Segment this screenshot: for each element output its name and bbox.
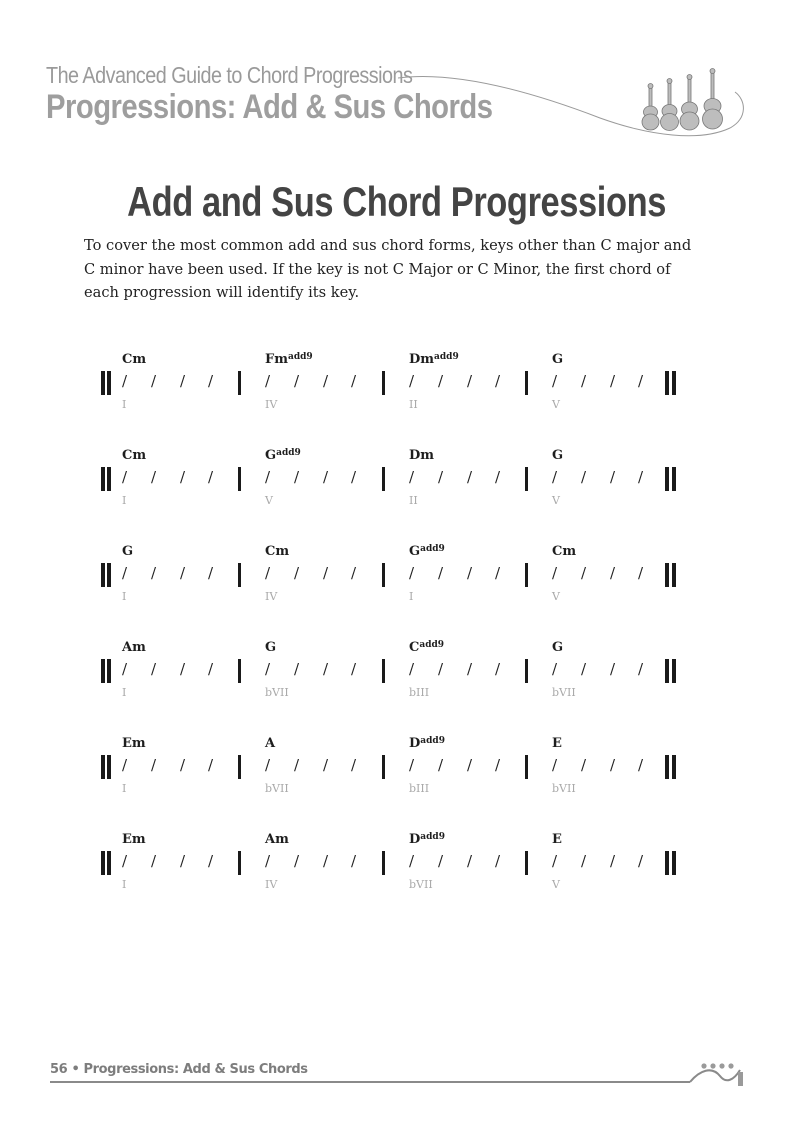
beat-slash: / <box>610 468 616 486</box>
chord-symbol <box>552 832 562 847</box>
chord-root: G <box>265 448 277 463</box>
double-barline <box>101 851 105 875</box>
beat-slash: / <box>409 372 415 390</box>
beat-slash: / <box>351 852 357 870</box>
beat-slash: / <box>208 564 214 582</box>
chord-root: E <box>552 736 562 751</box>
double-barline <box>107 371 111 395</box>
chord-root: Dm <box>409 352 435 367</box>
barline <box>382 563 385 587</box>
beat-slash: / <box>323 756 329 774</box>
beat-slash: / <box>294 852 300 870</box>
beat-slash: / <box>552 372 558 390</box>
beat-slash: / <box>581 564 587 582</box>
beat-slash: / <box>438 852 444 870</box>
beat-slash: / <box>208 852 214 870</box>
chord-root: G <box>409 544 421 559</box>
chord-symbol <box>409 640 444 655</box>
barline <box>525 659 528 683</box>
double-barline <box>101 659 105 683</box>
beat-slash: / <box>495 564 501 582</box>
beat-slash: / <box>495 468 501 486</box>
double-barline <box>672 851 676 875</box>
beat-slash: / <box>180 852 186 870</box>
roman-numeral: I <box>122 878 127 891</box>
double-barline <box>107 563 111 587</box>
beat-slash: / <box>552 564 558 582</box>
beat-slash: / <box>467 468 473 486</box>
barline <box>238 851 241 875</box>
double-barline <box>101 467 105 491</box>
chord-extension: add9 <box>288 352 313 362</box>
chord-root: Cm <box>552 544 577 559</box>
roman-numeral: V <box>552 590 560 603</box>
chord-root: Em <box>122 832 146 847</box>
roman-numeral: I <box>122 782 127 795</box>
chord-extension: add9 <box>420 832 445 842</box>
chord-symbol <box>552 544 576 559</box>
roman-numeral: II <box>409 494 418 507</box>
double-barline <box>101 371 105 395</box>
beat-slash: / <box>638 468 644 486</box>
beat-slash: / <box>122 852 128 870</box>
double-barline <box>101 755 105 779</box>
beat-slash: / <box>581 660 587 678</box>
ukulele-icon <box>661 79 679 131</box>
chord-root: Dm <box>409 448 435 463</box>
beat-slash: / <box>180 468 186 486</box>
beat-slash: / <box>180 372 186 390</box>
beat-slash: / <box>409 852 415 870</box>
beat-slash: / <box>610 756 616 774</box>
beat-slash: / <box>323 852 329 870</box>
beat-slash: / <box>351 468 357 486</box>
roman-numeral: bVII <box>552 686 576 699</box>
barline <box>238 659 241 683</box>
section-title: Progressions: Add & Sus Chords <box>46 88 493 126</box>
chord-symbol <box>409 448 434 463</box>
beat-slash: / <box>351 660 357 678</box>
beat-slash: / <box>409 468 415 486</box>
chord-root: D <box>409 736 421 751</box>
roman-numeral: I <box>122 398 127 411</box>
beat-slash: / <box>552 756 558 774</box>
double-barline <box>665 563 669 587</box>
chord-extension: add9 <box>419 640 445 650</box>
progression-row <box>0 448 794 518</box>
beat-slash: / <box>638 372 644 390</box>
beat-slash: / <box>294 372 300 390</box>
chord-root: G <box>122 544 134 559</box>
beat-slash: / <box>122 372 128 390</box>
roman-numeral: bIII <box>409 782 430 795</box>
beat-slash: / <box>638 564 644 582</box>
double-barline <box>672 659 676 683</box>
chord-root: Em <box>122 736 146 751</box>
beat-slash: / <box>122 660 128 678</box>
double-barline <box>672 563 676 587</box>
roman-numeral: I <box>122 494 127 507</box>
roman-numeral: II <box>409 398 418 411</box>
barline <box>382 371 385 395</box>
chord-root: G <box>552 448 564 463</box>
page-title: Add and Sus Chord Progressions <box>127 178 667 225</box>
beat-slash: / <box>323 372 329 390</box>
barline <box>382 851 385 875</box>
beat-slash: / <box>323 564 329 582</box>
beat-slash: / <box>180 660 186 678</box>
double-barline <box>672 467 676 491</box>
chord-extension: add9 <box>276 448 301 458</box>
beat-slash: / <box>438 468 444 486</box>
barline <box>525 851 528 875</box>
double-barline <box>665 755 669 779</box>
chord-symbol <box>409 736 445 751</box>
beat-slash: / <box>122 756 128 774</box>
roman-numeral: IV <box>265 398 278 411</box>
beat-slash: / <box>581 468 587 486</box>
beat-slash: / <box>467 660 473 678</box>
barline <box>382 755 385 779</box>
chord-symbol <box>552 448 563 463</box>
beat-slash: / <box>409 564 415 582</box>
beat-slash: / <box>265 468 271 486</box>
beat-slash: / <box>294 660 300 678</box>
chord-symbol <box>409 544 445 559</box>
beat-slash: / <box>265 852 271 870</box>
chord-symbol <box>265 736 275 751</box>
roman-numeral: IV <box>265 590 278 603</box>
double-barline <box>665 851 669 875</box>
beat-slash: / <box>552 468 558 486</box>
double-barline <box>665 371 669 395</box>
roman-numeral: bVII <box>552 782 576 795</box>
header-ukulele-decoration <box>0 0 794 160</box>
barline <box>238 371 241 395</box>
chord-symbol <box>552 352 563 367</box>
double-barline <box>107 659 111 683</box>
beat-slash: / <box>610 372 616 390</box>
chord-symbol <box>122 544 133 559</box>
beat-slash: / <box>610 852 616 870</box>
beat-slash: / <box>581 852 587 870</box>
beat-slash: / <box>495 756 501 774</box>
beat-slash: / <box>638 852 644 870</box>
beat-slash: / <box>552 660 558 678</box>
roman-numeral: V <box>552 494 560 507</box>
beat-slash: / <box>323 468 329 486</box>
beat-slash: / <box>638 756 644 774</box>
chord-symbol <box>265 352 313 367</box>
barline <box>238 755 241 779</box>
barline <box>238 563 241 587</box>
chord-symbol <box>265 544 289 559</box>
page-footer <box>50 1062 308 1077</box>
barline <box>382 659 385 683</box>
chord-symbol <box>409 832 445 847</box>
ukulele-icon <box>703 69 723 130</box>
book-title: The Advanced Guide to Chord Progressions <box>46 62 413 88</box>
chord-root: Am <box>122 640 146 655</box>
chord-root: A <box>265 736 276 751</box>
chord-extension: add9 <box>434 352 459 362</box>
beat-slash: / <box>581 372 587 390</box>
chord-symbol <box>552 736 562 751</box>
barline <box>525 467 528 491</box>
double-barline <box>665 659 669 683</box>
barline <box>525 563 528 587</box>
beat-slash: / <box>151 756 157 774</box>
roman-numeral: V <box>552 878 560 891</box>
roman-numeral: V <box>265 494 273 507</box>
beat-slash: / <box>265 372 271 390</box>
roman-numeral: bVII <box>265 686 289 699</box>
chord-root: E <box>552 832 562 847</box>
beat-slash: / <box>208 660 214 678</box>
chord-root: Am <box>265 832 289 847</box>
beat-slash: / <box>351 564 357 582</box>
chord-root: G <box>265 640 277 655</box>
beat-slash: / <box>495 852 501 870</box>
chord-symbol <box>265 640 276 655</box>
chord-symbol <box>122 352 146 367</box>
roman-numeral: I <box>122 686 127 699</box>
beat-slash: / <box>151 372 157 390</box>
beat-slash: / <box>438 564 444 582</box>
beat-slash: / <box>438 660 444 678</box>
chord-symbol <box>122 640 146 655</box>
barline <box>525 755 528 779</box>
progression-row <box>0 352 794 422</box>
beat-slash: / <box>151 660 157 678</box>
chord-symbol <box>122 832 146 847</box>
beat-slash: / <box>208 372 214 390</box>
beat-slash: / <box>208 756 214 774</box>
roman-numeral: bVII <box>409 878 433 891</box>
beat-slash: / <box>495 660 501 678</box>
double-barline <box>107 467 111 491</box>
beat-slash: / <box>552 852 558 870</box>
chord-root: C <box>409 640 420 655</box>
chord-root: Cm <box>122 448 147 463</box>
progression-row <box>0 544 794 614</box>
footer-section: Progressions: Add & Sus Chords <box>83 1062 308 1077</box>
beat-slash: / <box>409 660 415 678</box>
beat-slash: / <box>467 564 473 582</box>
beat-slash: / <box>467 852 473 870</box>
beat-slash: / <box>581 756 587 774</box>
beat-slash: / <box>467 372 473 390</box>
chord-root: G <box>552 640 564 655</box>
beat-slash: / <box>180 756 186 774</box>
double-barline <box>672 371 676 395</box>
beat-slash: / <box>351 756 357 774</box>
chord-symbol <box>409 352 459 367</box>
beat-slash: / <box>610 564 616 582</box>
double-barline <box>101 563 105 587</box>
footer-separator: • <box>71 1062 80 1077</box>
beat-slash: / <box>265 756 271 774</box>
chord-symbol <box>122 736 146 751</box>
barline <box>238 467 241 491</box>
progression-row <box>0 832 794 902</box>
beat-slash: / <box>151 468 157 486</box>
beat-slash: / <box>495 372 501 390</box>
beat-slash: / <box>351 372 357 390</box>
chord-symbol <box>265 448 301 463</box>
roman-numeral: I <box>122 590 127 603</box>
beat-slash: / <box>151 852 157 870</box>
beat-slash: / <box>438 756 444 774</box>
roman-numeral: V <box>552 398 560 411</box>
chord-root: Cm <box>122 352 147 367</box>
chord-root: G <box>552 352 564 367</box>
chord-symbol <box>552 640 563 655</box>
beat-slash: / <box>265 564 271 582</box>
double-barline <box>672 755 676 779</box>
ukulele-icon <box>680 75 699 131</box>
beat-slash: / <box>294 468 300 486</box>
ukulele-icon <box>642 84 659 131</box>
beat-slash: / <box>265 660 271 678</box>
roman-numeral: IV <box>265 878 278 891</box>
beat-slash: / <box>438 372 444 390</box>
barline <box>382 467 385 491</box>
beat-slash: / <box>409 756 415 774</box>
double-barline <box>665 467 669 491</box>
chord-root: Cm <box>265 544 290 559</box>
beat-slash: / <box>467 756 473 774</box>
double-barline <box>107 851 111 875</box>
beat-slash: / <box>151 564 157 582</box>
chord-root: Fm <box>265 352 288 367</box>
page-number: 56 <box>50 1062 68 1077</box>
beat-slash: / <box>208 468 214 486</box>
roman-numeral: bIII <box>409 686 430 699</box>
chord-extension: add9 <box>420 736 445 746</box>
progression-row <box>0 736 794 806</box>
intro-paragraph: To cover the most common add and sus chord forms, keys other than C major and C minor have been used. If the key is not C Major or C Minor, the first chord of each progression will identify its key. <box>84 237 692 301</box>
roman-numeral: bVII <box>265 782 289 795</box>
beat-slash: / <box>638 660 644 678</box>
double-barline <box>107 755 111 779</box>
chord-extension: add9 <box>420 544 445 554</box>
chord-root: D <box>409 832 421 847</box>
chord-symbol <box>122 448 146 463</box>
beat-slash: / <box>294 564 300 582</box>
barline <box>525 371 528 395</box>
beat-slash: / <box>610 660 616 678</box>
beat-slash: / <box>122 468 128 486</box>
beat-slash: / <box>323 660 329 678</box>
beat-slash: / <box>122 564 128 582</box>
chord-symbol <box>265 832 289 847</box>
beat-slash: / <box>294 756 300 774</box>
beat-slash: / <box>180 564 186 582</box>
progression-row <box>0 640 794 710</box>
roman-numeral: I <box>409 590 414 603</box>
